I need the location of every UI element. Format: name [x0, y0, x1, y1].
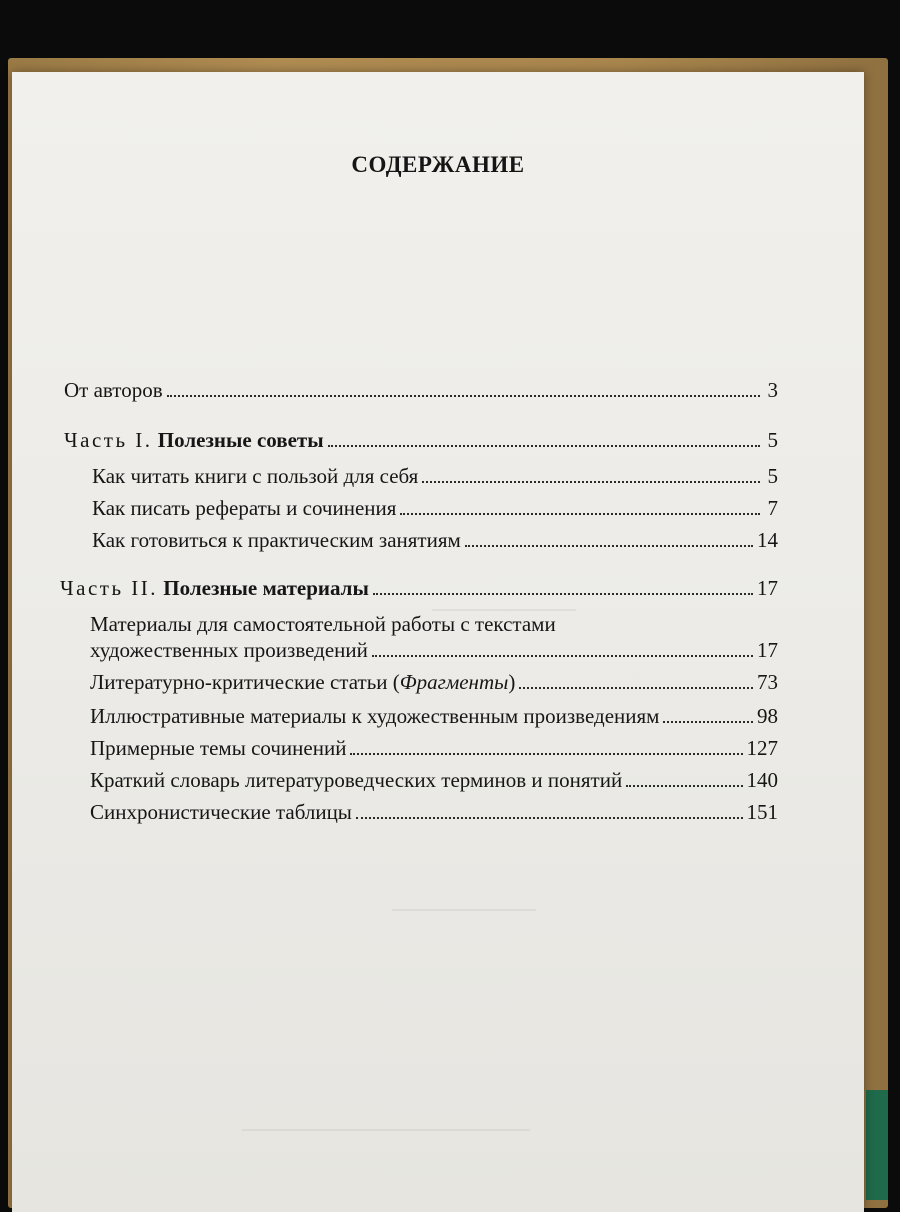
page-title: СОДЕРЖАНИЕ	[351, 152, 525, 177]
toc-entry-text: Литературно-критические статьи (	[90, 670, 400, 694]
toc-page-number: 17	[757, 576, 778, 600]
show-through-line: ________________	[432, 592, 576, 612]
toc-entry-text: Примерные темы сочинений	[90, 736, 347, 760]
toc-entry[interactable]	[92, 496, 778, 520]
toc-entry-italic: Фрагменты	[399, 670, 509, 694]
toc-page-number: 140	[746, 768, 778, 792]
toc-entry-text: Материалы для самостоятельной работы с текстами	[90, 612, 556, 636]
leader-dots	[350, 753, 742, 755]
toc-entry[interactable]	[90, 736, 778, 760]
leader-dots	[373, 593, 753, 595]
toc-page-number: 14	[757, 528, 778, 552]
toc-entry-text: Как читать книги с пользой для себя	[92, 464, 419, 488]
part-title: Полезные советы	[157, 428, 324, 452]
leader-dots	[356, 817, 743, 819]
toc-entry[interactable]	[90, 800, 778, 824]
toc-entry[interactable]	[92, 528, 778, 552]
toc-part-1-heading[interactable]	[64, 428, 778, 452]
table-of-contents	[12, 72, 864, 1212]
toc-page-number: 151	[746, 800, 778, 824]
toc-entry[interactable]	[90, 768, 778, 792]
toc-page-number: 17	[757, 638, 778, 662]
toc-page-number: 127	[746, 736, 778, 760]
toc-page-number: 73	[757, 670, 778, 694]
toc-page-number: 98	[757, 704, 778, 728]
toc-entry-text-continued: художественных произведений	[90, 638, 368, 662]
leader-dots	[167, 395, 760, 397]
toc-entry[interactable]	[90, 704, 778, 728]
book-page	[12, 72, 864, 1212]
leader-dots	[372, 655, 753, 657]
toc-entry-text: Как писать рефераты и сочинения	[92, 496, 397, 520]
leader-dots	[626, 785, 742, 787]
part-label: Часть II.	[60, 576, 159, 600]
toc-entry[interactable]	[90, 670, 778, 694]
leader-dots	[400, 513, 760, 515]
leader-dots	[519, 687, 753, 689]
toc-entry-text: Как готовиться к практическим занятиям	[92, 528, 461, 552]
book-spine	[866, 1090, 888, 1200]
toc-page-number: 5	[767, 428, 778, 452]
toc-page-number: 3	[767, 378, 778, 402]
toc-entry[interactable]	[92, 464, 778, 488]
leader-dots	[465, 545, 753, 547]
toc-entry-text: Краткий словарь литературоведческих терминов и понятий	[90, 768, 623, 792]
toc-entry-text: Синхронистические таблицы	[90, 800, 352, 824]
leader-dots	[422, 481, 760, 483]
toc-entry-text: Иллюстративные материалы к художественным произведениям	[90, 704, 660, 728]
toc-entry-intro[interactable]	[64, 378, 778, 402]
part-label: Часть I.	[64, 428, 153, 452]
toc-part-2-heading[interactable]	[60, 576, 778, 600]
toc-page-number: 5	[767, 464, 778, 488]
toc-entry[interactable]	[90, 638, 778, 662]
leader-dots	[328, 445, 760, 447]
toc-entry-text: От авторов	[64, 378, 163, 402]
part-title: Полезные материалы	[163, 576, 369, 600]
toc-entry-text-end: )	[508, 670, 516, 694]
leader-dots	[663, 721, 753, 723]
toc-page-number: 7	[767, 496, 778, 520]
show-through-line: ________________	[392, 892, 536, 912]
show-through-line: ________________________________	[242, 1112, 530, 1132]
